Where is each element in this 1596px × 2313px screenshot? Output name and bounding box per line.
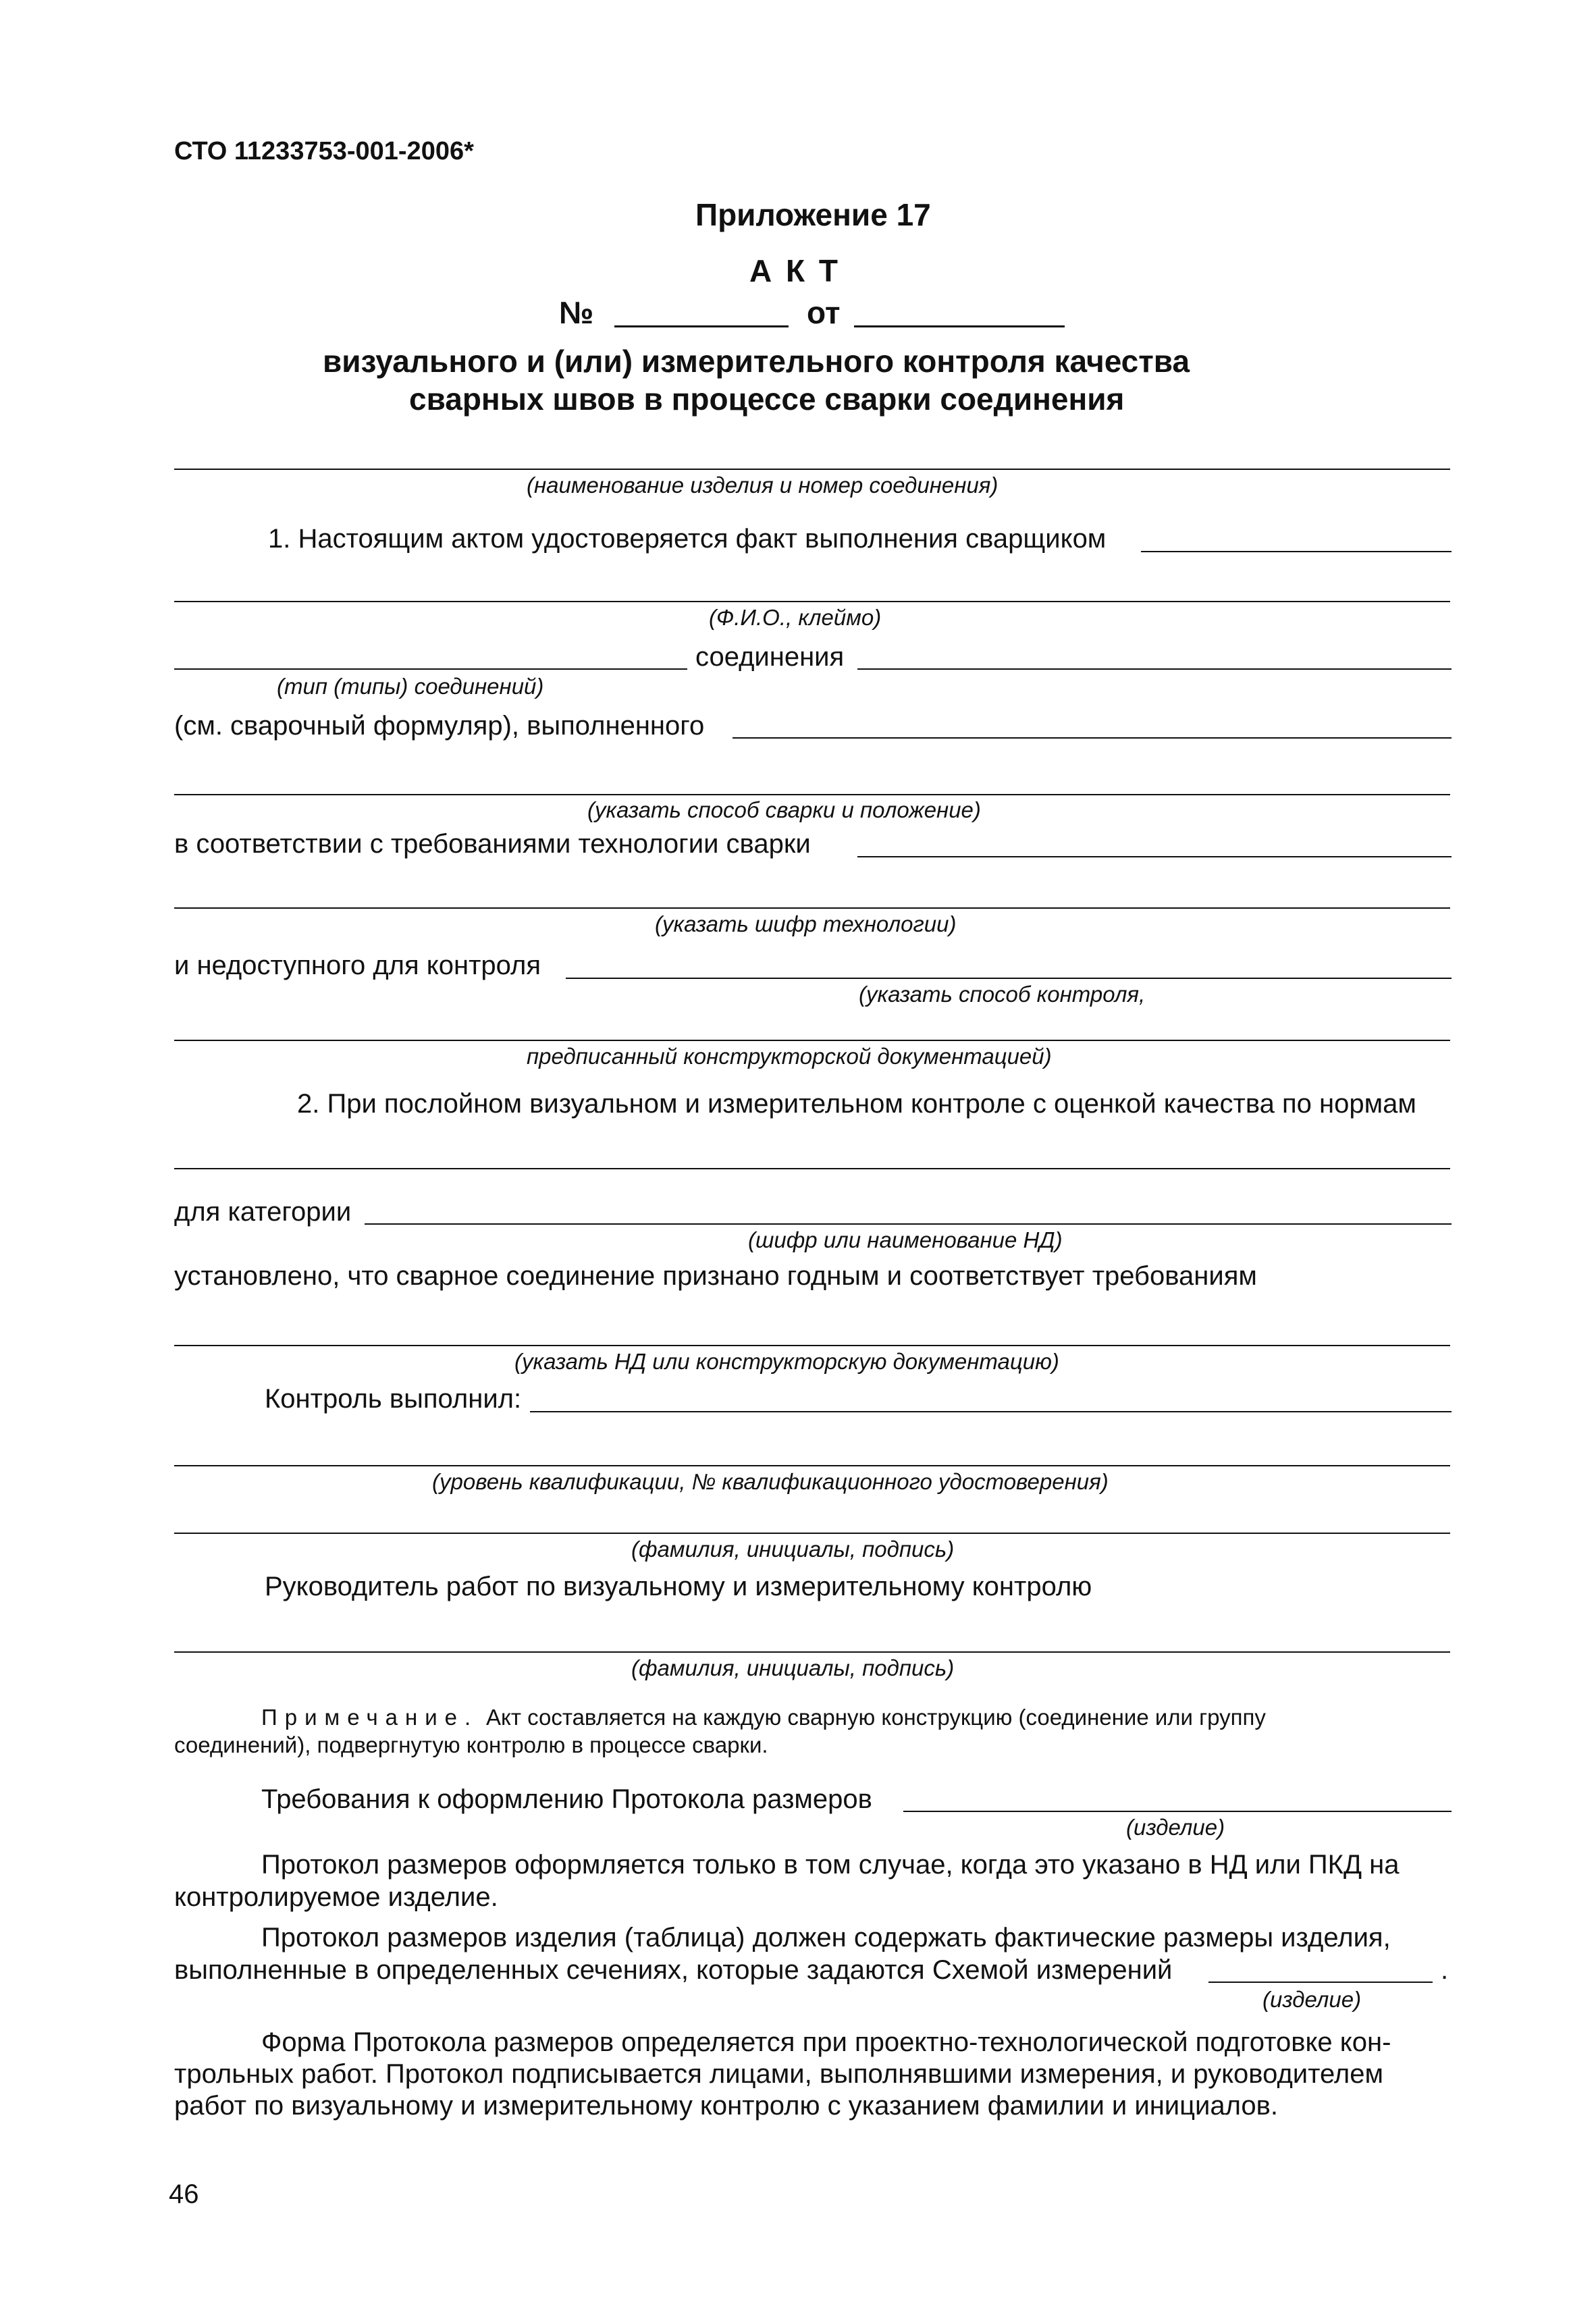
- welder-field-line2[interactable]: [174, 601, 1450, 602]
- protocol-p2-line1: Протокол размеров изделия (таблица) должен содержать фактические размеры изделия,: [261, 1923, 1391, 1952]
- note-line2: соединений), подвергнутую контролю в процессе сварки.: [174, 1732, 768, 1757]
- act-subtitle-line1: визуального и (или) измерительного контроля качества: [323, 344, 1190, 379]
- joint-type-field[interactable]: [174, 668, 687, 670]
- product-caption: (наименование изделия и номер соединения): [527, 473, 999, 498]
- protocol-product-caption: (изделие): [1126, 1815, 1225, 1840]
- joints-field[interactable]: [857, 668, 1452, 670]
- inaccessible-label: и недоступного для контроля: [174, 951, 541, 980]
- joint-type-caption: (тип (типы) соединений): [277, 674, 544, 699]
- inspector-signature-caption: (фамилия, инициалы, подпись): [631, 1537, 955, 1562]
- nd-doc-caption: (указать НД или конструкторскую документацию): [514, 1349, 1059, 1374]
- design-doc-caption: предписанный конструкторской документацией): [527, 1044, 1052, 1069]
- measurement-scheme-field[interactable]: [1208, 1982, 1433, 1983]
- number-sign: №: [559, 295, 594, 330]
- protocol-requirements-label: Требования к оформлению Протокола размеров: [261, 1784, 872, 1814]
- protocol-p1-line2: контролируемое изделие.: [174, 1882, 498, 1912]
- category-field[interactable]: [365, 1223, 1452, 1225]
- technology-field[interactable]: [857, 856, 1452, 857]
- method-field[interactable]: [174, 794, 1450, 795]
- welder-field[interactable]: [1141, 551, 1452, 552]
- protocol-p3-line2: трольных работ. Протокол подписывается лицами, выполнявшими измерения, и руководителем: [174, 2059, 1384, 2089]
- qualification-field[interactable]: [174, 1465, 1450, 1466]
- welder-caption: (Ф.И.О., клеймо): [709, 605, 882, 630]
- act-subtitle-line2: сварных швов в процессе сварки соединения: [409, 381, 1125, 417]
- head-label: Руководитель работ по визуальному и измерительному контролю: [265, 1572, 1092, 1601]
- formular-field[interactable]: [733, 737, 1452, 739]
- formular-label: (см. сварочный формуляр), выполненного: [174, 711, 705, 741]
- nd-doc-field[interactable]: [174, 1345, 1450, 1346]
- protocol-p3-line1: Форма Протокола размеров определяется при проектно-технологической подготовке кон-: [261, 2027, 1391, 2057]
- technology-caption: (указать шифр технологии): [655, 911, 957, 936]
- category-label: для категории: [174, 1197, 352, 1227]
- inspector-signature-field[interactable]: [174, 1533, 1450, 1534]
- section2-text: 2. При послойном визуальном и измерительном контроле с оценкой качества по нормам: [297, 1089, 1416, 1119]
- design-doc-field[interactable]: [174, 1040, 1450, 1041]
- inspector-field[interactable]: [530, 1411, 1452, 1412]
- note-line1: Акт составляется на каждую сварную конструкцию (соединение или группу: [486, 1705, 1266, 1730]
- protocol-p3-line3: работ по визуальному и измерительному контролю с указанием фамилии и инициалов.: [174, 2091, 1279, 2121]
- date-from-label: от: [807, 295, 841, 330]
- appendix-title: Приложение 17: [695, 197, 931, 232]
- technology-field-line2[interactable]: [174, 907, 1450, 909]
- act-date-field[interactable]: [854, 325, 1065, 327]
- head-signature-field[interactable]: [174, 1651, 1450, 1653]
- section1-text: 1. Настоящим актом удостоверяется факт выполнения сварщиком: [268, 524, 1107, 554]
- joints-label: соединения: [695, 642, 845, 672]
- protocol-p2-period: .: [1441, 1955, 1449, 1985]
- control-done-label: Контроль выполнил:: [265, 1384, 522, 1414]
- protocol-product-field[interactable]: [903, 1811, 1452, 1812]
- norms-field[interactable]: [174, 1168, 1450, 1169]
- document-code: СТО 11233753-001-2006*: [174, 137, 474, 165]
- act-title: А К Т: [749, 253, 841, 288]
- act-number-field[interactable]: [614, 325, 789, 327]
- head-signature-caption: (фамилия, инициалы, подпись): [631, 1655, 955, 1680]
- page-number: 46: [169, 2179, 199, 2209]
- note-label: Примечание.: [261, 1705, 479, 1730]
- technology-label: в соответствии с требованиями технологии сварки: [174, 829, 811, 859]
- established-text: установлено, что сварное соединение признано годным и соответствует требованиям: [174, 1261, 1257, 1291]
- protocol-p1-line1: Протокол размеров оформляется только в том случае, когда это указано в НД или ПКД на: [261, 1850, 1400, 1880]
- product-field[interactable]: [174, 469, 1450, 470]
- control-method-field[interactable]: [566, 978, 1452, 979]
- nd-code-caption: (шифр или наименование НД): [748, 1227, 1063, 1252]
- measurement-scheme-caption: (изделие): [1262, 1987, 1362, 2012]
- qualification-caption: (уровень квалификации, № квалификационного удостоверения): [432, 1469, 1109, 1494]
- protocol-p2-line2: выполненные в определенных сечениях, которые задаются Схемой измерений: [174, 1955, 1173, 1985]
- control-method-caption: (указать способ контроля,: [859, 982, 1146, 1007]
- method-caption: (указать способ сварки и положение): [587, 797, 981, 822]
